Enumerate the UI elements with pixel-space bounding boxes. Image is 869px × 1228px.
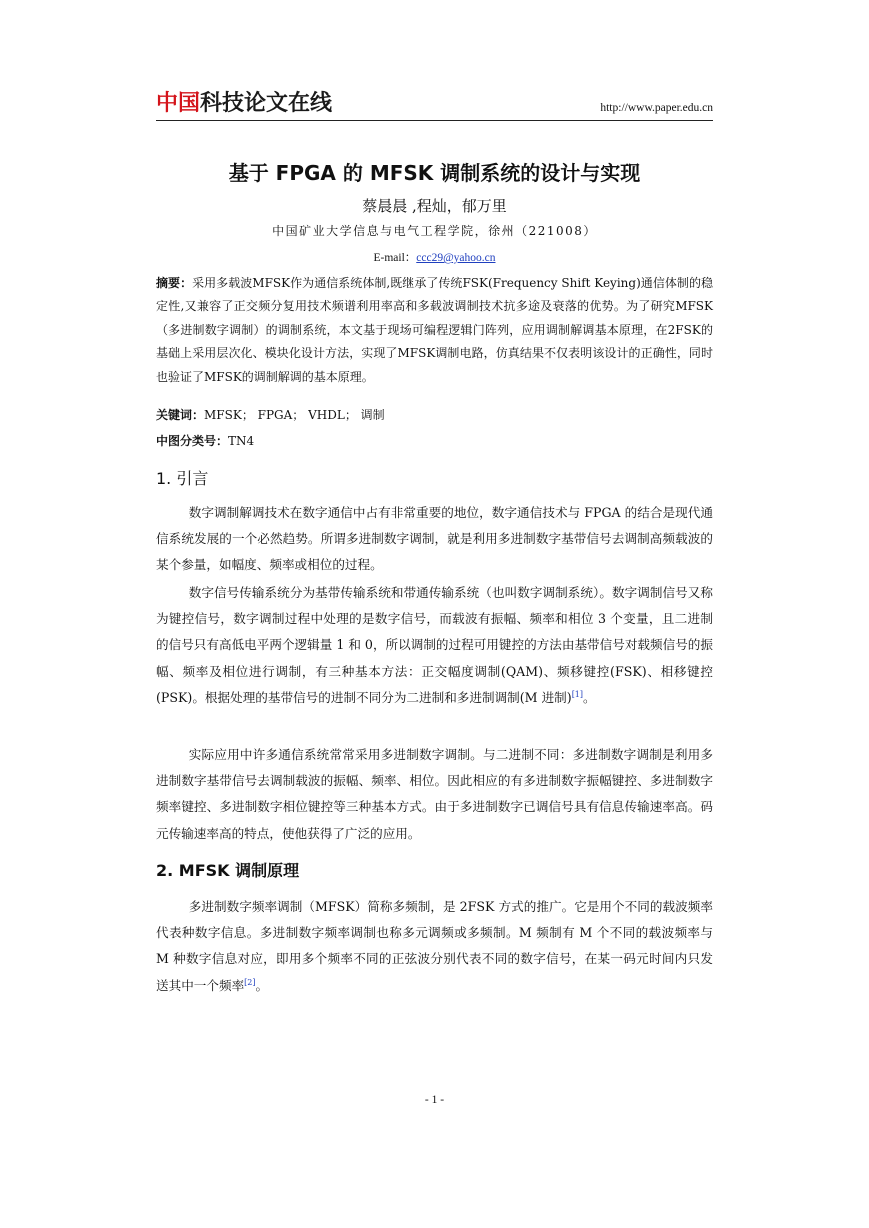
keywords-text: MFSK； FPGA； VHDL； 调制 <box>204 408 385 422</box>
paragraph <box>156 894 713 999</box>
logo-red-text: 中国 <box>156 91 201 116</box>
email-label: E-mail： <box>373 252 417 264</box>
email-link[interactable]: ccc29@yahoo.cn <box>416 252 496 264</box>
paragraph-end: 。 <box>255 977 269 993</box>
paper-email-line <box>156 248 713 268</box>
keywords <box>156 405 713 425</box>
paragraph-text: 多进制数字频率调制（MFSK）简称多频制，是 2FSK 方式的推广。它是用个不同的载波频率代表种数字信息。多进制数字频率调制也称多元调频或多频制。M 频制有 M 个不同的载波频率与 M 种数字信息对应，即用多个频率不同的正弦波分别代表不同的数字信号，在某一码元时间内只发送其中一个频率 <box>156 899 713 993</box>
classification <box>156 431 713 451</box>
paper-title: 基于 FPGA 的 MFSK 调制系统的设计与实现 <box>228 161 641 185</box>
site-url[interactable]: http://www.paper.edu.cn <box>600 102 713 114</box>
paper-authors: 蔡晨晨 ,程灿，郁万里 <box>362 197 507 215</box>
paragraph: 实际应用中许多通信系统常常采用多进制数字调制。与二进制不同：多进制数字调制是利用多进制数字基带信号去调制载波的振幅、频率、相位。因此相应的有多进制数字振幅键控、多进制数字频率键控、多进制数字相位键控等三种基本方式。由于多进制数字已调信号具有信息传输速率高。码元传输速率高的特点，使他获得了广泛的应用。 <box>156 747 713 841</box>
citation-ref[interactable]: [2] <box>244 977 256 987</box>
paragraph <box>156 580 713 711</box>
keywords-label: 关键词： <box>156 408 205 422</box>
paragraph-end: 。 <box>583 689 596 705</box>
paragraph: 数字调制解调技术在数字通信中占有非常重要的地位，数字通信技术与 FPGA 的结合是现代通信系统发展的一个必然趋势。所谓多进制数字调制，就是利用多进制数字基带信号去调制高频载波的某个参量，如幅度、频率或相位的过程。 <box>156 505 713 573</box>
page-header <box>156 90 713 121</box>
classification-label: 中图分类号： <box>156 434 229 448</box>
abstract <box>156 272 713 389</box>
logo-dark-text: 科技论文在线 <box>200 91 333 116</box>
abstract-label: 摘要： <box>156 276 193 290</box>
site-logo <box>156 90 332 118</box>
page-number: - 1 - <box>424 1094 445 1106</box>
citation-ref[interactable]: [1] <box>571 689 584 699</box>
paragraph-text: 数字信号传输系统分为基带传输系统和带通传输系统（也叫数字调制系统）。数字调制信号又称为键控信号，数字调制过程中处理的是数字信号，而载波有振幅、频率和相位 3 个变量，且二进制的信号只有高低电平两个逻辑量 1 和 0，所以调制的过程可用键控的方法由基带信号对载频信号的振幅、频率及相位进行调制，有三种基本方法：正交幅度调制(QAM)、频移键控(FSK)、相移键控(PSK)。根据处理的基带信号的进制不同分为二进制和多进制调制(M 进制) <box>156 585 713 705</box>
section-heading-introduction: 1. 引言 <box>156 469 209 488</box>
section-heading-mfsk-principle: 2. MFSK 调制原理 <box>156 861 300 880</box>
classification-text: TN4 <box>228 434 255 448</box>
paper-affiliation: 中国矿业大学信息与电气工程学院，徐州（221008） <box>272 224 597 238</box>
abstract-text: 采用多载波MFSK作为通信系统体制,既继承了传统FSK(Frequency Shift Keying)通信体制的稳定性,又兼容了正交频分复用技术频谱利用率高和多载波调制技术抗多途及衰落的优势。为了研究MFSK（多进制数字调制）的调制系统，本文基于现场可编程逻辑门阵列，应用调制解调基本原理，在2FSK的基础上采用层次化、模块化设计方法，实现了MFSK调制电路，仿真结果不仅表明该设计的正确性，同时也验证了MFSK的调制解调的基本原理。 <box>156 276 713 384</box>
